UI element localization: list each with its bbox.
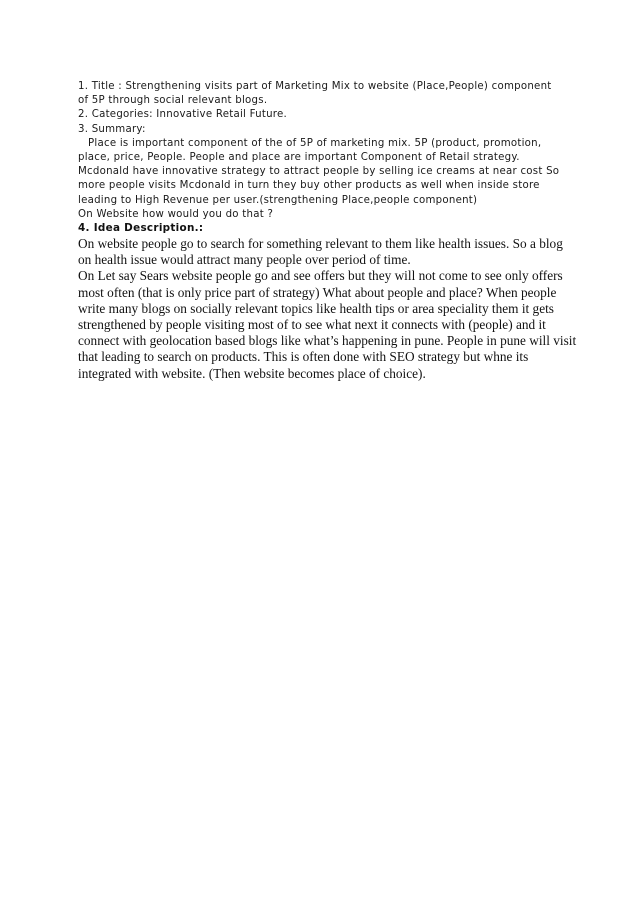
idea-line-7: connect with geolocation based blogs like what’s happening in pune. People in pune will visit	[78, 333, 577, 349]
idea-line-6: strengthened by people visiting most of to see what next it connects with (people) and it	[78, 317, 546, 333]
summary-line-5: leading to High Revenue per user.(strengthening Place,people component)	[78, 194, 478, 206]
idea-line-3: On Let say Sears website people go and see offers but they will not come to see only offers	[78, 268, 563, 284]
summary-question: On Website how would you do that ?	[78, 208, 274, 220]
summary-line-4: more people visits Mcdonald in turn they buy other products as well when inside store	[78, 180, 540, 192]
idea-line-4: most often (that is only price part of strategy) What about people and place? When people	[78, 284, 557, 300]
summary-line-3: Mcdonald have innovative strategy to attract people by selling ice creams at near cost So	[78, 166, 560, 178]
idea-line-5: write many blogs on socially relevant topics like health tips or area speciality them it gets	[78, 300, 554, 316]
summary-section	[78, 80, 578, 222]
summary-line-2: place, price, People. People and place are important Component of Retail strategy.	[78, 152, 520, 164]
title-line-2: of 5P through social relevant blogs.	[78, 95, 268, 107]
idea-description-body	[78, 236, 578, 382]
summary-label: 3. Summary:	[78, 123, 146, 135]
summary-line-1: Place is important component of the of 5P of marketing mix. 5P (product, promotion,	[88, 137, 542, 149]
idea-line-8: that leading to search on products. This is often done with SEO strategy but whne its	[78, 349, 529, 365]
categories-line: 2. Categories: Innovative Retail Future.	[78, 109, 288, 121]
idea-description-heading: 4. Idea Description.:	[78, 222, 204, 234]
title-line-1: 1. Title : Strengthening visits part of Marketing Mix to website (Place,People) component	[78, 81, 552, 92]
idea-line-1: On website people go to search for something relevant to them like health issues. So a blog	[78, 236, 563, 251]
idea-line-9: integrated with website. (Then website becomes place of choice).	[78, 365, 426, 381]
idea-line-2: on health issue would attract many people over period of time.	[78, 252, 411, 268]
